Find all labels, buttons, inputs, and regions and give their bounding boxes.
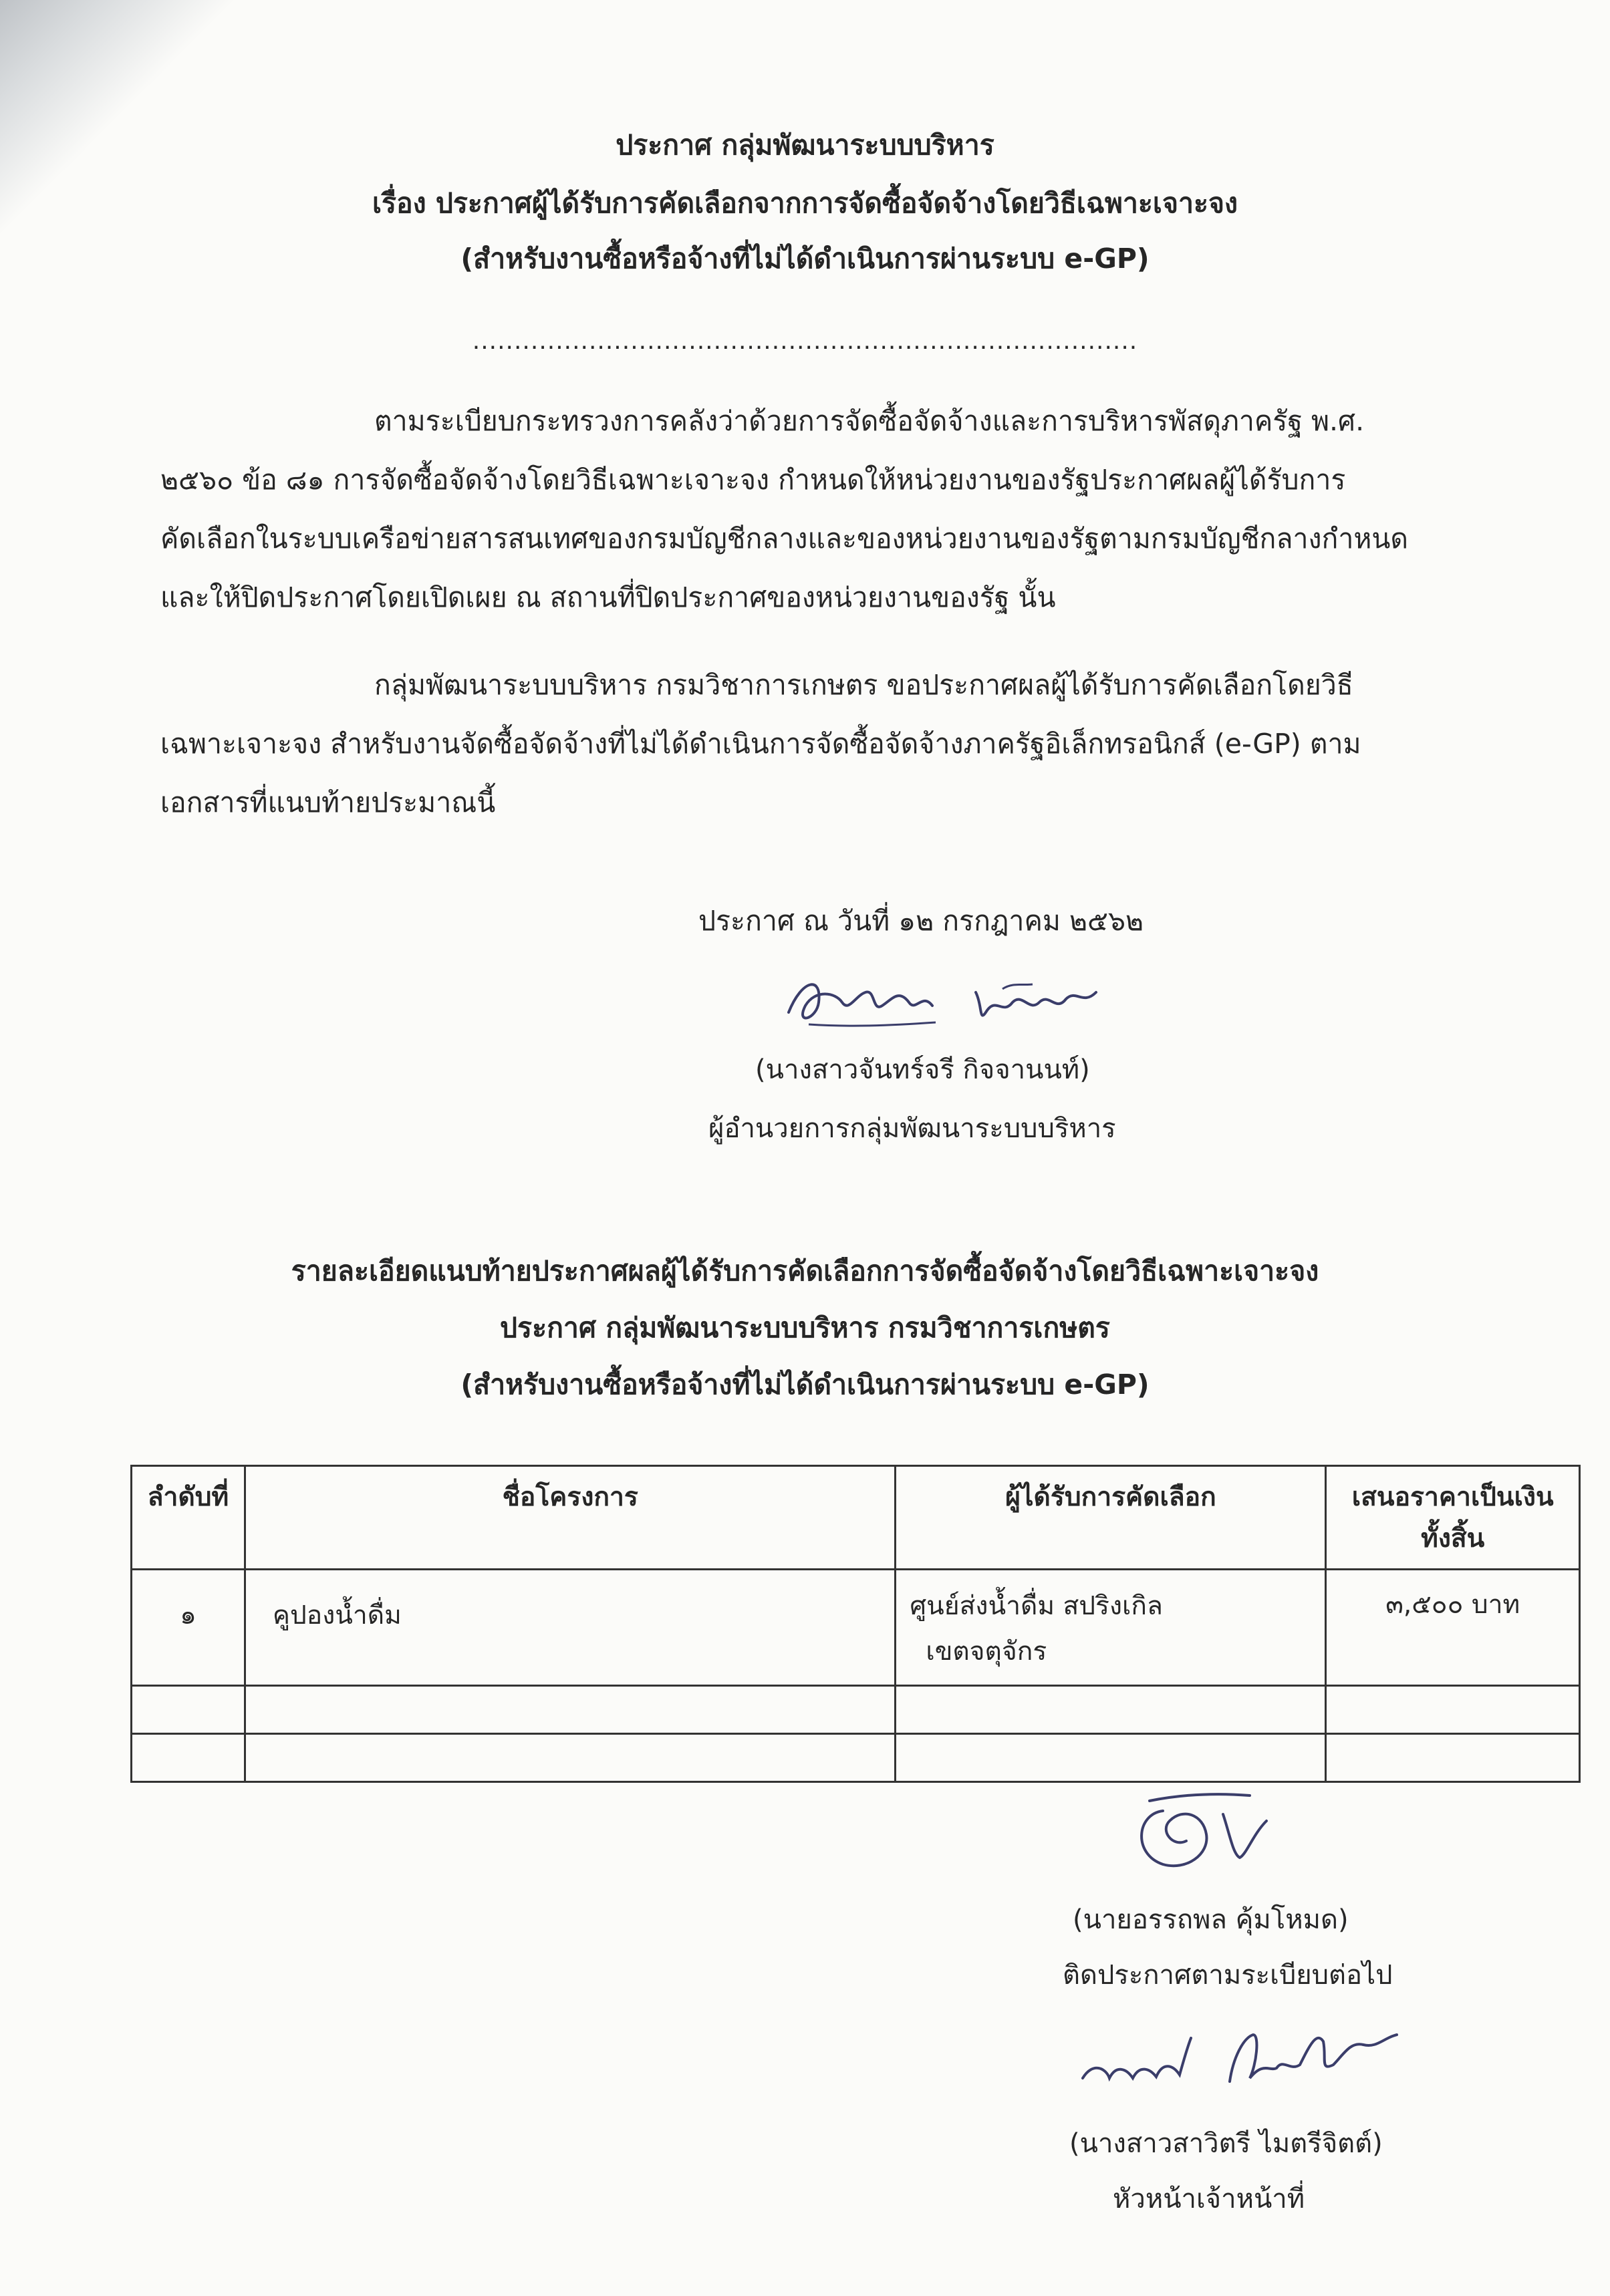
col-header-price-line1: เสนอราคาเป็นเงิน <box>1351 1482 1554 1512</box>
signer1-name: (นางสาวจันทร์จรี กิจจานนท์) <box>755 1054 1090 1085</box>
col-header-project: ชื่อโครงการ <box>245 1466 895 1570</box>
signer2-name: (นายอรรถพล คุ้มโหมด) <box>1073 1904 1349 1935</box>
paragraph1-line3: คัดเลือกในระบบเครือข่ายสารสนเทศของกรมบัญชีกลางและของหน่วยงานของรัฐตามกรมบัญชีกลางกำหนด <box>160 523 1409 555</box>
table-header-row <box>132 1466 1580 1570</box>
signature-3 <box>1069 2005 1417 2105</box>
paragraph1-line4: และให้ปิดประกาศโดยเปิดเผย ณ สถานที่ปิดประกาศของหน่วยงานของรัฐ นั้น <box>160 581 1056 613</box>
cell-price: ๓,๕๐๐ บาท <box>1326 1570 1580 1686</box>
results-table <box>130 1465 1581 1783</box>
signature-1 <box>782 966 1116 1046</box>
annex-title: รายละเอียดแนบท้ายประกาศผลผู้ได้รับการคัดเลือกการจัดซื้อจัดจ้างโดยวิธีเฉพาะเจาะจง <box>291 1255 1319 1287</box>
signer2-note: ติดประกาศตามระเบียบต่อไป <box>1063 1960 1393 1991</box>
paragraph1-line1: ตามระเบียบกระทรวงการคลังว่าด้วยการจัดซื้อจัดจ้างและการบริหารพัสดุภาครัฐ พ.ศ. <box>374 405 1365 437</box>
col-header-price <box>1326 1466 1580 1570</box>
cell-no: ๑ <box>132 1570 245 1686</box>
cell-project: คูปองน้ำดื่ม <box>245 1570 895 1686</box>
paragraph2-line2: เฉพาะเจาะจง สำหรับงานจัดซื้อจัดจ้างที่ไม่ได้ดำเนินการจัดซื้อจัดจ้างภาครัฐอิเล็กทรอนิกส์ (e-GP) ตาม <box>160 728 1361 760</box>
paragraph1-line2: ๒๕๖๐ ข้อ ๘๑ การจัดซื้อจัดจ้างโดยวิธีเฉพาะเจาะจง กำหนดให้หน่วยงานของรัฐประกาศผลผู้ได้รับการ <box>160 464 1346 496</box>
signature-2 <box>1123 1774 1297 1881</box>
annex-subtitle: ประกาศ กลุ่มพัฒนาระบบบริหาร กรมวิชาการเกษตร <box>500 1312 1110 1344</box>
cell-winner-line1: ศูนย์ส่งน้ำดื่ม สปริงเกิล <box>910 1591 1163 1621</box>
col-header-winner: ผู้ได้รับการคัดเลือก <box>896 1466 1326 1570</box>
header-dotted-divider: ................................................................................ <box>472 327 1138 355</box>
signer3-name: (นางสาวสาวิตรี ไมตรีจิตต์) <box>1069 2128 1383 2159</box>
header-title: ประกาศ กลุ่มพัฒนาระบบบริหาร <box>616 129 994 161</box>
table-row-empty <box>132 1685 1580 1733</box>
signer3-position: หัวหน้าเจ้าหน้าที่ <box>1113 2184 1305 2214</box>
signer1-position: ผู้อำนวยการกลุ่มพัฒนาระบบบริหาร <box>708 1113 1116 1144</box>
col-header-no: ลำดับที่ <box>132 1466 245 1570</box>
cell-winner-line2: เขตจตุจักร <box>926 1636 1047 1667</box>
table-row <box>132 1570 1580 1686</box>
paragraph2-line3: เอกสารที่แนบท้ายประมาณนี้ <box>160 786 496 819</box>
cell-winner <box>896 1570 1326 1686</box>
header-subject: เรื่อง ประกาศผู้ได้รับการคัดเลือกจากการจัดซื้อจัดจ้างโดยวิธีเฉพาะเจาะจง <box>372 187 1238 219</box>
header-note: (สำหรับงานซื้อหรือจ้างที่ไม่ได้ดำเนินการผ่านระบบ e-GP) <box>460 243 1150 275</box>
paragraph2-line1: กลุ่มพัฒนาระบบบริหาร กรมวิชาการเกษตร ขอประกาศผลผู้ได้รับการคัดเลือกโดยวิธี <box>374 669 1353 701</box>
announce-date: ประกาศ ณ วันที่ ๑๒ กรกฎาคม ๒๕๖๒ <box>698 905 1144 937</box>
col-header-price-line2: ทั้งสิ้น <box>1421 1524 1485 1554</box>
table-row-empty <box>132 1733 1580 1781</box>
annex-note: (สำหรับงานซื้อหรือจ้างที่ไม่ได้ดำเนินการผ่านระบบ e-GP) <box>460 1369 1150 1401</box>
